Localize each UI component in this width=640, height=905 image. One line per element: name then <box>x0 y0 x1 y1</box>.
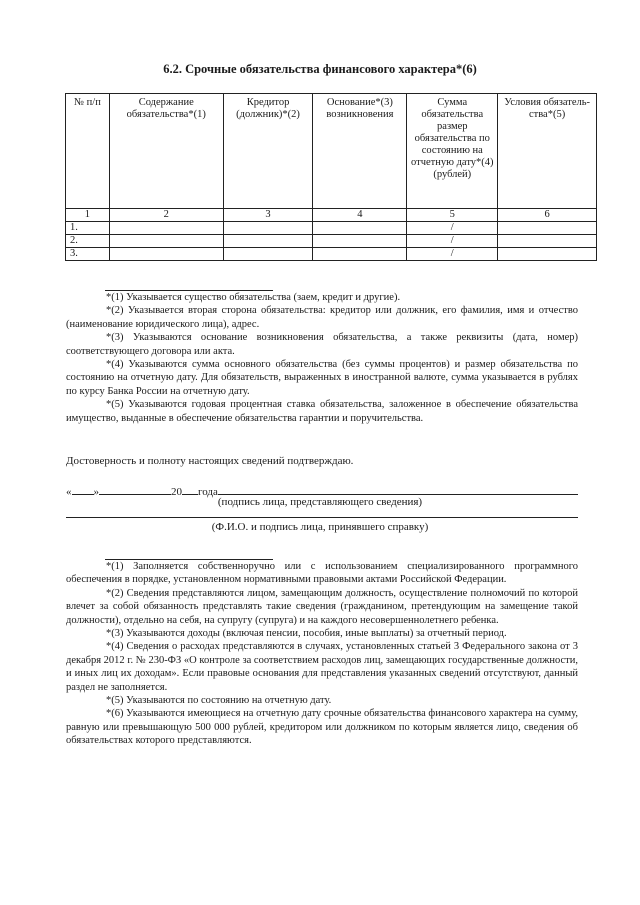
signature-blank <box>218 483 578 495</box>
footnote: *(5) Указываются по состоянию на отчетную дату. <box>106 695 332 707</box>
year-prefix: 20 <box>171 486 182 498</box>
table-cell <box>109 248 223 261</box>
month-blank <box>99 483 171 495</box>
receiver-signature-line <box>66 517 578 518</box>
table-cell <box>109 222 223 235</box>
row-number: 1. <box>66 222 110 235</box>
footnote: *(4) Указываются сумма основного обязательства (без суммы процентов) и размер обязательства по состоянию на отчетную дату. Для обязательств, выраженных в иностранной валюте, сумма указывается в рублях по курсу Банка России на отчетную дату. <box>66 359 578 397</box>
quote-open: « <box>66 486 72 498</box>
footnote: *(2) Сведения представляются лицом, замещающим должность, осуществление полномочий по которой влечет за собой обязанность представлять такие сведения (гражданином, претендующим на замещение такой должности), отдельно на себя, на супругу (супруга) и на каждого несовершеннолетнего ребенка. <box>66 587 578 626</box>
year-suffix: года <box>198 486 218 498</box>
table-row <box>66 222 597 235</box>
table-column-numbers-row <box>66 209 597 222</box>
sum-cell: / <box>407 235 498 248</box>
header-creditor: Кредитор (должник)*(2) <box>223 94 313 209</box>
table-cell <box>223 235 313 248</box>
footnote: *(5) Указываются годовая процентная ставка обязательства, заложенное в обеспечение обязательства имущество, выданные в обеспечение обязательства гарантии и поручительства. <box>66 399 578 424</box>
header-number: № п/п <box>66 94 110 209</box>
table-footnotes <box>66 291 578 425</box>
table-row <box>66 248 597 261</box>
footnote: *(1) Указывается существо обязательства (заем, кредит и другие). <box>106 292 401 303</box>
receiver-caption: (Ф.И.О. и подпись лица, принявшего справку) <box>211 521 429 533</box>
table-cell <box>109 235 223 248</box>
signature-caption: (подпись лица, представляющего сведения) <box>217 496 423 508</box>
table-cell <box>313 235 407 248</box>
column-number: 1 <box>66 209 110 222</box>
row-number: 3. <box>66 248 110 261</box>
column-number: 2 <box>109 209 223 222</box>
header-basis: Основание*(3) возникновения <box>313 94 407 209</box>
general-footnotes <box>66 560 578 748</box>
column-number: 5 <box>407 209 498 222</box>
obligations-table <box>65 93 597 261</box>
table-cell <box>223 248 313 261</box>
day-blank <box>72 483 94 495</box>
table-header-row <box>66 94 597 209</box>
column-number: 4 <box>313 209 407 222</box>
confirmation-text: Достоверность и полноту настоящих сведений подтверждаю. <box>66 455 354 467</box>
table-cell <box>498 248 597 261</box>
table-row <box>66 235 597 248</box>
footnote: *(4) Сведения о расходах представляются в случаях, установленных статьей 3 Федерального закона от 3 декабря 2012 г. № 230-ФЗ «О контроле за соответствием расходов лиц, замещающих государственные должности, и иных лиц их доходам». Если правовые основания для представления указанных сведений отсутствуют, данный раздел не заполняется. <box>66 641 578 693</box>
footnote: *(6) Указываются имеющиеся на отчетную дату срочные обязательства финансового характера на сумму, равную или превышающую 500 000 рублей, кредитором или должником по которым является лицо, сведения об обязательствах которого представляются. <box>66 708 578 747</box>
table-cell <box>498 222 597 235</box>
header-sum: Сумма обязательства размер обязательства по состоянию на отчетную дату*(4) (рублей) <box>407 94 498 209</box>
header-content: Содержание обязательства*(1) <box>109 94 223 209</box>
section-title: 6.2. Срочные обязательства финансового характера*(6) <box>163 62 477 76</box>
column-number: 3 <box>223 209 313 222</box>
footnote: *(3) Указываются основание возникновения обязательства, а также реквизиты (дата, номер) соответствующего договора или акта. <box>66 332 578 357</box>
table-cell <box>498 235 597 248</box>
footnote: *(1) Заполняется собственноручно или с использованием специализированного программного обеспечения в порядке, установленном нормативными правовыми актами Российской Федерации. <box>66 561 578 586</box>
column-number: 6 <box>498 209 597 222</box>
table-cell <box>223 222 313 235</box>
table-cell <box>313 222 407 235</box>
header-conditions: Условия обязатель-ства*(5) <box>498 94 597 209</box>
year-blank <box>182 483 198 495</box>
quote-close: » <box>93 486 99 498</box>
row-number: 2. <box>66 235 110 248</box>
sum-cell: / <box>407 222 498 235</box>
footnote: *(3) Указываются доходы (включая пенсии, пособия, иные выплаты) за отчетный период. <box>106 628 507 640</box>
sum-cell: / <box>407 248 498 261</box>
footnote: *(2) Указывается вторая сторона обязательства: кредитор или должник, его фамилия, имя и отчество (наименование юридического лица), адрес. <box>66 305 578 330</box>
table-cell <box>313 248 407 261</box>
